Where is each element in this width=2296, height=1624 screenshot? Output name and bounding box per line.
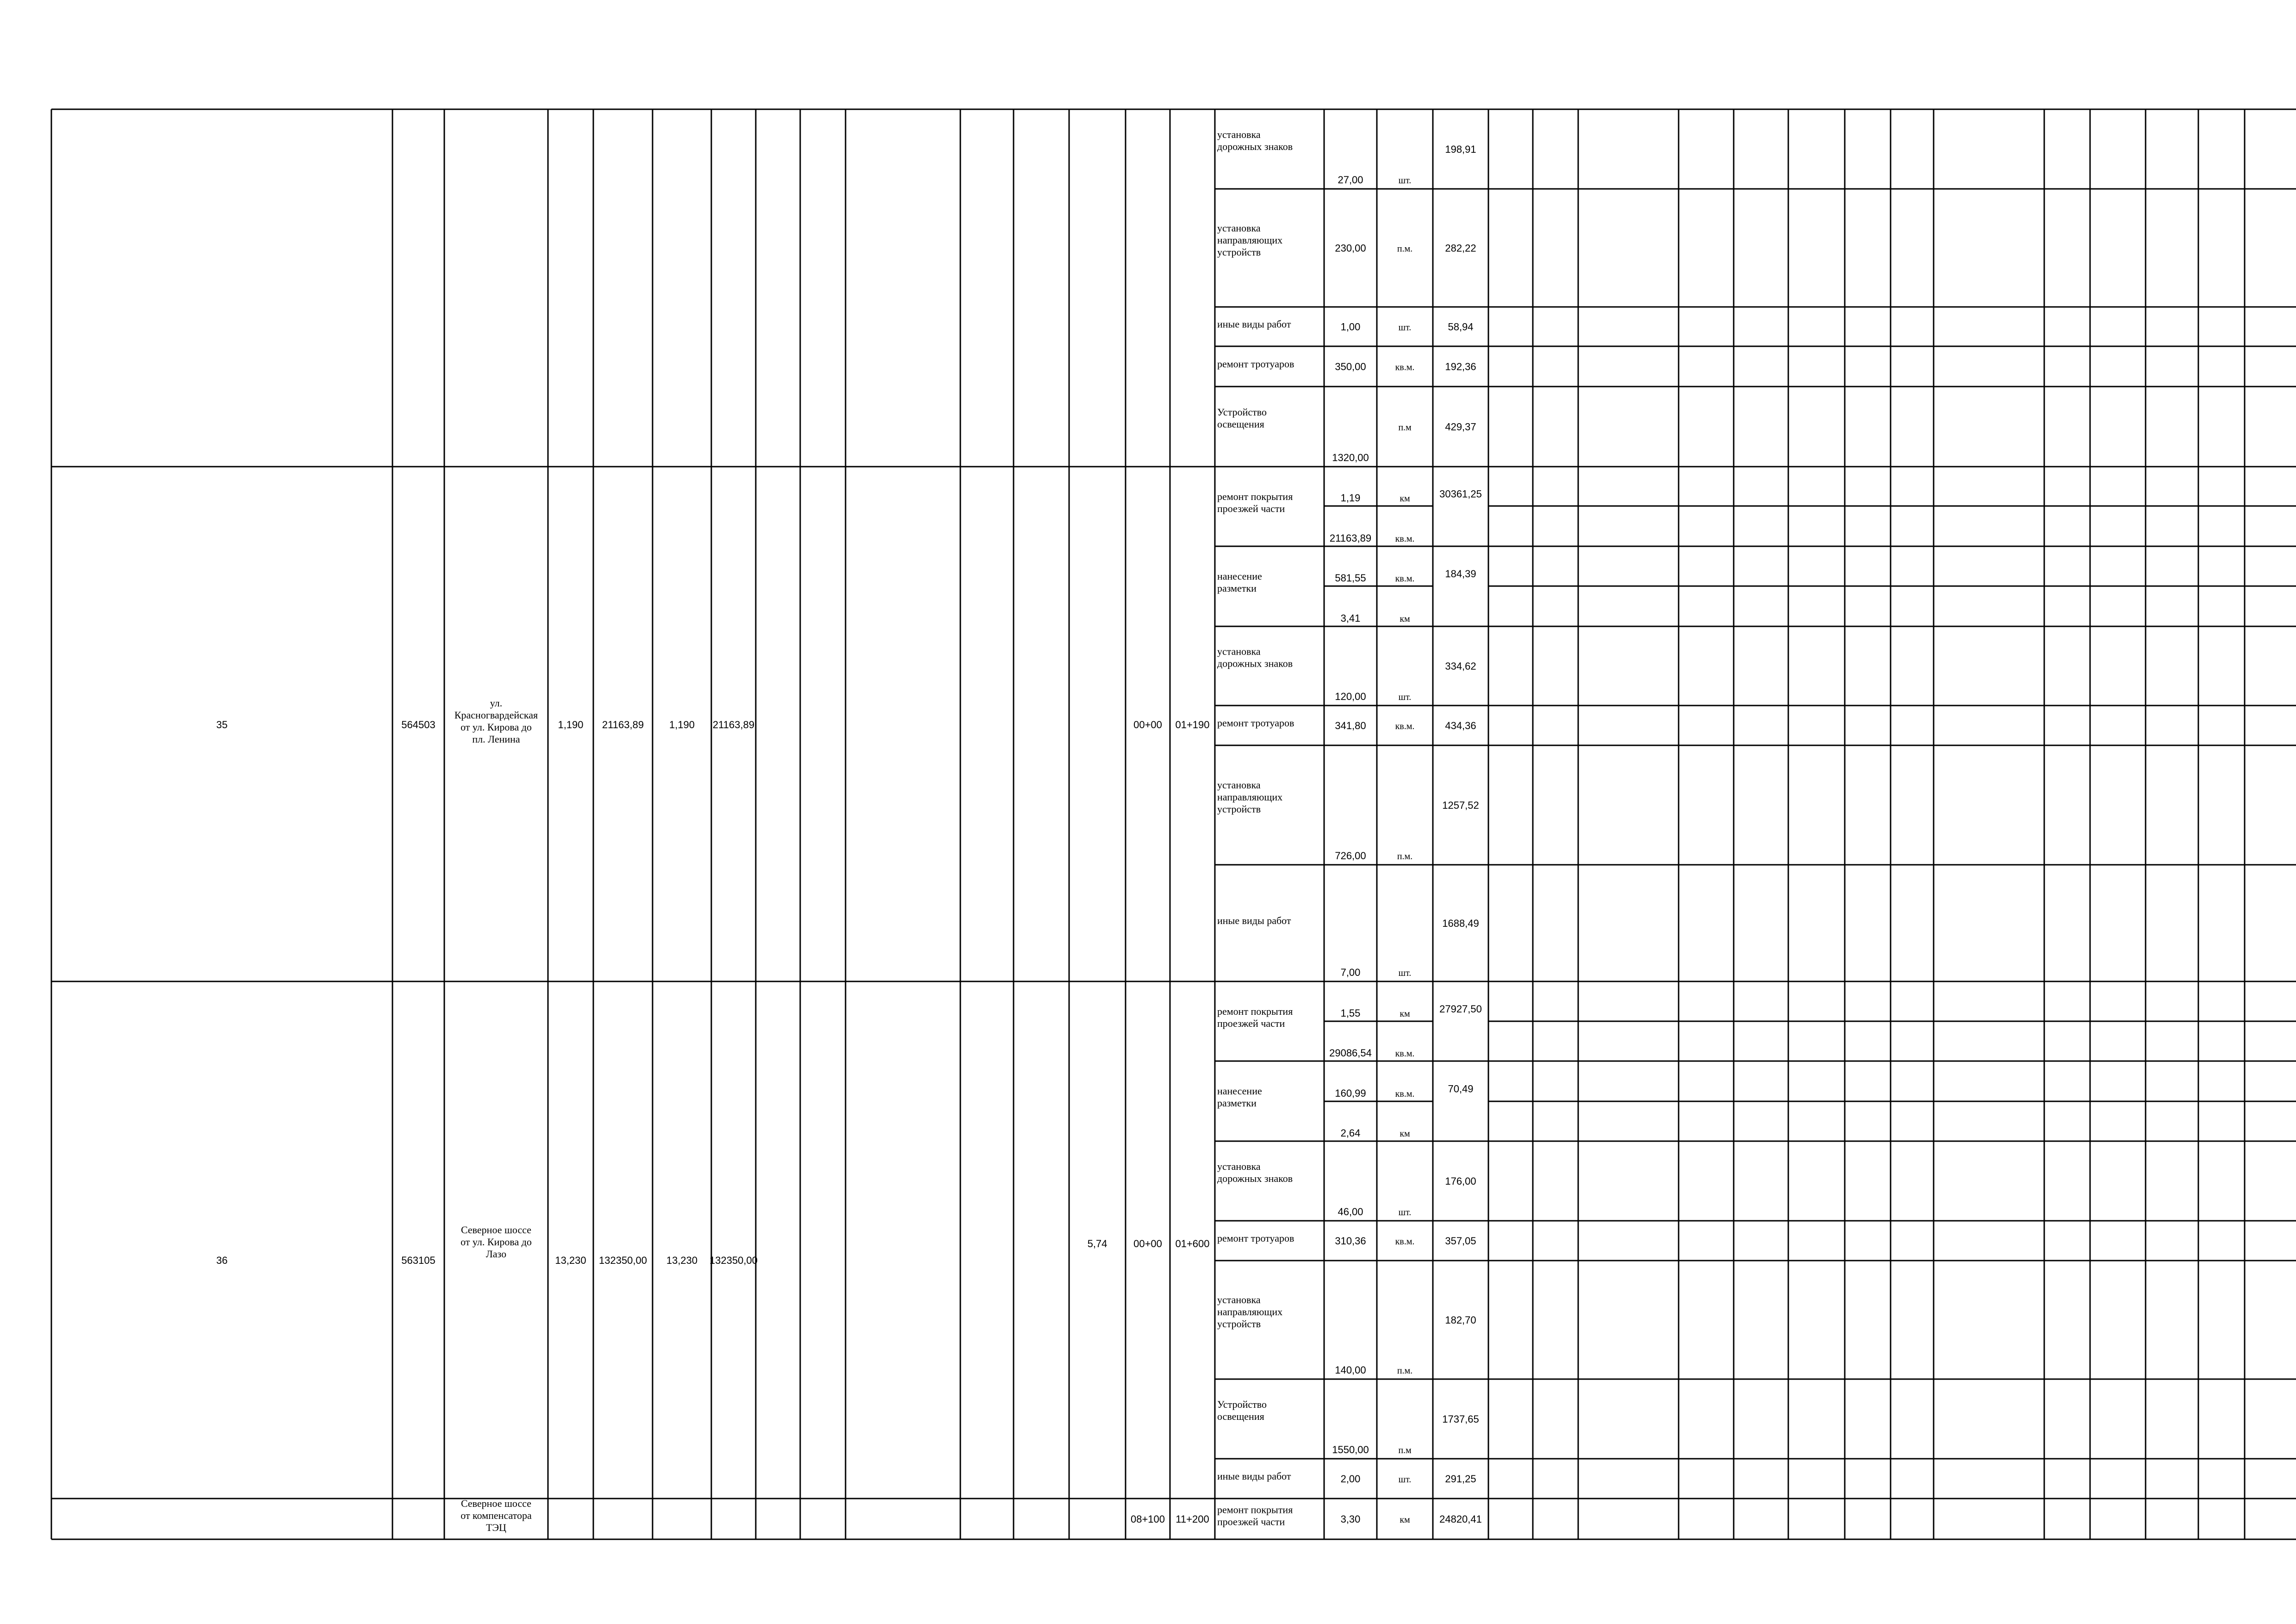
work-value: 120,00 bbox=[1335, 691, 1366, 702]
work-value: 46,00 bbox=[1338, 1206, 1363, 1218]
work-cost: 198,91 bbox=[1445, 144, 1476, 155]
work-unit: п.м. bbox=[1397, 851, 1413, 862]
work-cost: 1688,49 bbox=[1442, 918, 1479, 929]
work-name: ремонт покрытия проезжей части bbox=[1217, 1006, 1293, 1029]
work-unit: км bbox=[1400, 1515, 1410, 1525]
extra-value: 5,74 bbox=[1087, 1238, 1108, 1249]
work-value: 3,30 bbox=[1340, 1513, 1361, 1525]
work-value: 341,80 bbox=[1335, 720, 1366, 731]
work-value: 1550,00 bbox=[1332, 1444, 1369, 1455]
road-name: ул. Красногвардейская от ул. Кирова до пл. Ленина bbox=[454, 697, 538, 745]
km-start: 00+00 bbox=[1133, 719, 1162, 731]
km-start: 08+100 bbox=[1130, 1513, 1165, 1525]
work-name: установка направляющих устройств bbox=[1217, 1294, 1283, 1330]
work-name: ремонт тротуаров bbox=[1217, 358, 1294, 370]
road-name: Северное шоссе от компенсатора ТЭЦ bbox=[460, 1498, 532, 1533]
work-cost: 24820,41 bbox=[1439, 1513, 1482, 1525]
work-unit: шт. bbox=[1398, 1474, 1412, 1485]
length-1: 13,230 bbox=[555, 1255, 586, 1266]
work-cost: 357,05 bbox=[1445, 1235, 1476, 1247]
work-value: 350,00 bbox=[1335, 361, 1366, 373]
work-name: ремонт тротуаров bbox=[1217, 1232, 1294, 1244]
work-cost: 182,70 bbox=[1445, 1314, 1476, 1326]
work-unit: кв.м. bbox=[1395, 1237, 1415, 1247]
work-value: 581,55 bbox=[1335, 572, 1366, 584]
work-cost: 1737,65 bbox=[1442, 1413, 1479, 1425]
work-value: 21163,89 bbox=[1329, 532, 1372, 544]
row-number: 36 bbox=[216, 1255, 228, 1266]
work-name: нанесение разметки bbox=[1217, 570, 1262, 594]
work-cost: 429,37 bbox=[1445, 421, 1476, 433]
km-start: 00+00 bbox=[1133, 1238, 1162, 1249]
work-cost: 176,00 bbox=[1445, 1175, 1476, 1187]
area-1: 21163,89 bbox=[602, 719, 644, 731]
work-cost: 58,94 bbox=[1448, 321, 1474, 333]
work-cost: 27927,50 bbox=[1439, 1003, 1482, 1015]
work-unit: шт. bbox=[1398, 968, 1412, 978]
work-cost: 184,39 bbox=[1445, 568, 1476, 580]
work-name: установка направляющих устройств bbox=[1217, 222, 1283, 258]
work-unit: кв.м. bbox=[1395, 362, 1415, 373]
work-name: иные виды работ bbox=[1217, 318, 1291, 330]
work-cost: 291,25 bbox=[1445, 1473, 1476, 1485]
work-unit: шт. bbox=[1398, 322, 1412, 333]
work-value: 160,99 bbox=[1335, 1087, 1366, 1099]
work-unit: кв.м. bbox=[1395, 1089, 1415, 1099]
work-name: установка направляющих устройств bbox=[1217, 779, 1283, 815]
work-value: 29086,54 bbox=[1329, 1047, 1372, 1059]
work-value: 310,36 bbox=[1335, 1235, 1366, 1247]
work-unit: кв.м. bbox=[1395, 721, 1415, 731]
length-1: 1,190 bbox=[558, 719, 584, 731]
work-unit: кв.м. bbox=[1395, 574, 1415, 584]
work-name: ремонт покрытия проезжей части bbox=[1217, 491, 1293, 514]
work-name: иные виды работ bbox=[1217, 915, 1291, 926]
work-unit: шт. bbox=[1398, 692, 1412, 702]
length-2: 13,230 bbox=[666, 1255, 698, 1266]
area-2: 132350,00 bbox=[709, 1255, 758, 1266]
work-name: Устройство освещения bbox=[1217, 1398, 1267, 1422]
work-value: 2,00 bbox=[1340, 1473, 1361, 1485]
work-value: 3,41 bbox=[1340, 612, 1361, 624]
work-name: Устройство освещения bbox=[1217, 406, 1267, 430]
work-value: 1,00 bbox=[1340, 321, 1361, 333]
area-1: 132350,00 bbox=[599, 1255, 647, 1266]
work-cost: 1257,52 bbox=[1442, 800, 1479, 811]
work-value: 140,00 bbox=[1335, 1364, 1366, 1376]
work-value: 7,00 bbox=[1340, 967, 1361, 978]
work-name: нанесение разметки bbox=[1217, 1085, 1262, 1109]
km-end: 01+600 bbox=[1175, 1238, 1210, 1249]
work-unit: км bbox=[1400, 1129, 1410, 1139]
work-cost: 192,36 bbox=[1445, 361, 1476, 373]
work-value: 726,00 bbox=[1335, 850, 1366, 862]
work-cost: 282,22 bbox=[1445, 242, 1476, 254]
road-code: 563105 bbox=[401, 1255, 436, 1266]
work-unit: кв.м. bbox=[1395, 534, 1415, 544]
work-unit: п.м bbox=[1398, 1445, 1412, 1455]
km-end: 11+200 bbox=[1176, 1513, 1209, 1525]
work-name: установка дорожных знаков bbox=[1217, 645, 1293, 669]
work-unit: п.м bbox=[1398, 422, 1412, 433]
table-grid bbox=[51, 109, 2296, 1539]
work-name: установка дорожных знаков bbox=[1217, 1160, 1293, 1184]
length-2: 1,190 bbox=[669, 719, 695, 731]
work-cost: 434,36 bbox=[1445, 720, 1476, 731]
road-name: Северное шоссе от ул. Кирова до Лазо bbox=[460, 1224, 532, 1260]
work-value: 1,55 bbox=[1340, 1007, 1361, 1019]
table-cells bbox=[216, 129, 1482, 1533]
work-cost: 334,62 bbox=[1445, 660, 1476, 672]
work-unit: кв.м. bbox=[1395, 1049, 1415, 1059]
km-end: 01+190 bbox=[1175, 719, 1210, 731]
work-cost: 30361,25 bbox=[1439, 488, 1482, 500]
work-value: 1320,00 bbox=[1332, 452, 1369, 463]
work-unit: шт. bbox=[1398, 175, 1412, 186]
work-unit: км bbox=[1400, 1009, 1410, 1019]
work-unit: п.м. bbox=[1397, 244, 1413, 254]
work-cost: 70,49 bbox=[1448, 1083, 1474, 1095]
work-value: 2,64 bbox=[1340, 1127, 1361, 1139]
work-value: 1,19 bbox=[1340, 492, 1361, 504]
work-unit: км bbox=[1400, 614, 1410, 624]
row-number: 35 bbox=[216, 719, 228, 731]
work-unit: шт. bbox=[1398, 1207, 1412, 1218]
work-name: ремонт покрытия проезжей части bbox=[1217, 1504, 1293, 1528]
work-unit: км bbox=[1400, 493, 1410, 504]
work-name: иные виды работ bbox=[1217, 1470, 1291, 1482]
work-unit: п.м. bbox=[1397, 1366, 1413, 1376]
area-2: 21163,89 bbox=[712, 719, 755, 731]
work-name: установка дорожных знаков bbox=[1217, 128, 1293, 152]
road-code: 564503 bbox=[401, 719, 436, 731]
work-value: 27,00 bbox=[1338, 174, 1363, 186]
work-value: 230,00 bbox=[1335, 242, 1366, 254]
work-name: ремонт тротуаров bbox=[1217, 717, 1294, 729]
